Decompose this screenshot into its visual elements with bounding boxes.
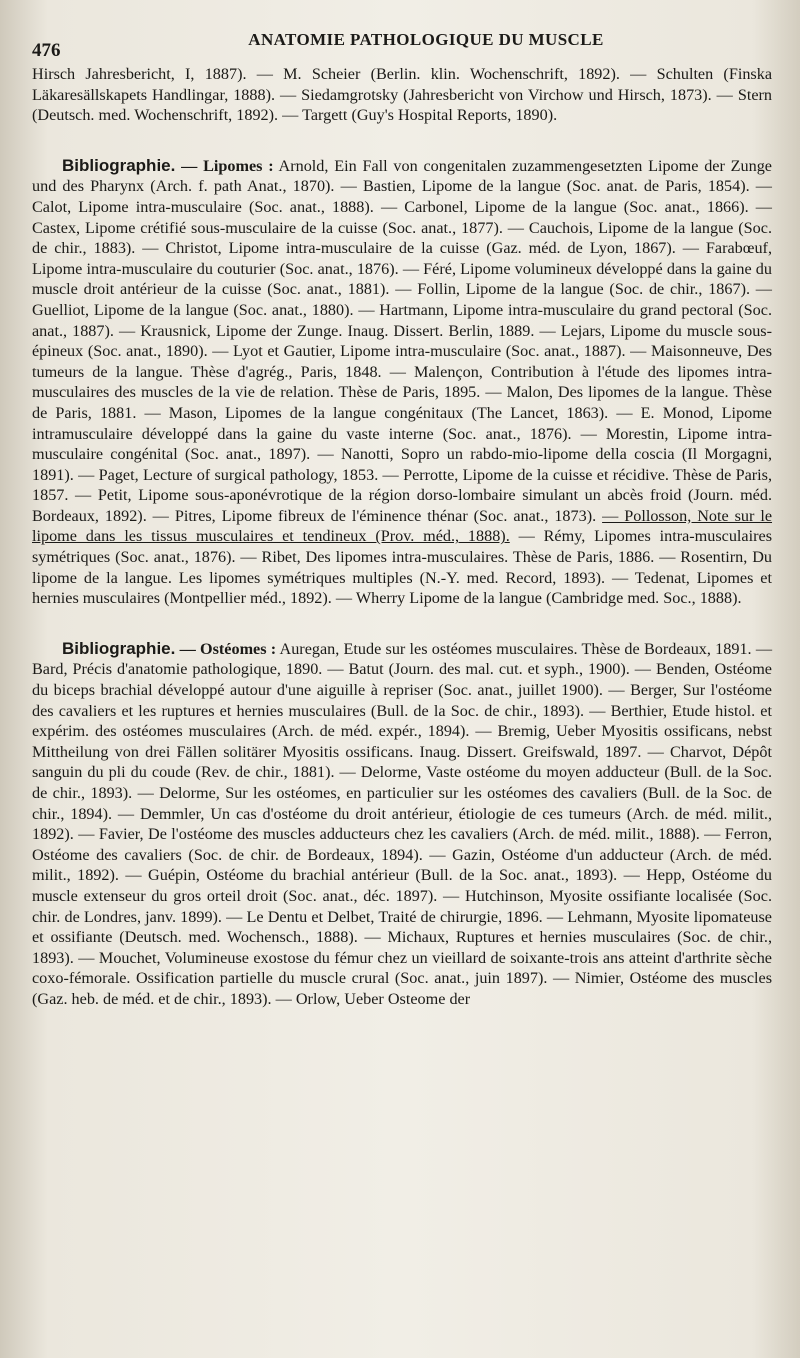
intro-paragraph: Hirsch Jahresbericht, I, 1887). — M. Scheier (Berlin. klin. Wochenschrift, 1892). — Schulten (Finska Läkaresällskapets Handlingar, 1888). — Siedamgrotsky (Jahresbericht von Virchow und Hirsch, 1873). — Stern (Deutsch. med. Wochenschrift, 1892). — Targett (Guy's Hospital Reports, 1890). [32,65,772,125]
page-number: 476 [32,40,61,61]
lipomes-bibliography [32,156,772,609]
lipomes-heading: Bibliographie. [62,155,176,175]
lipomes-references-end: — Rémy, Lipomes intra-musculaires symétriques (Soc. anat., 1876). — Ribet, Des lipomes intra-musculaires. Thèse de Paris, 1886. — Rosentirn, Du lipome de la langue. Les lipomes symétriques multiples (N.-Y. med. Record, 1893). — Tedenat, Lipomes et hernies musculaires (Montpellier méd., 1892). — Wherry Lipome de la langue (Cambridge med. Soc., 1888). [32,527,772,608]
pollosson-reference: — Pollosson, Note sur le lipome dans les tissus musculaires et tendineux (Prov. méd., 1888). [32,506,773,546]
osteomes-subject: — Ostéomes : [179,639,277,658]
page-body [32,64,772,1010]
lipomes-references: Arnold, Ein Fall von congenitalen zuzammengesetzten Lipome der Zunge und des Pharynx (Arch. f. path Anat., 1870). — Bastien, Lipome de la langue (Soc. anat. de Paris, 1854). — Calot, Lipome intra-musculaire (Soc. anat., 1888). — Carbonel, Lipome de la langue (Soc. anat., 1866). — Castex, Lipome crétifié sous-musculaire de la cuisse (Soc. anat., 1877). — Cauchois, Lipome de la langue (Soc. de chir., 1883). — Christot, Lipome intra-musculaire de la cuisse (Gaz. méd. de Lyon, 1867). — Farabœuf, Lipome intra-musculaire du couturier (Soc. anat., 1876). — Féré, Lipome volumineux développé dans la gaine du muscle droit antérieur de la cuisse (Soc. anat., 1881). — Follin, Lipome de la langue (Soc. de chir., 1867). — Guelliot, Lipome de la langue (Soc. anat., 1880). — Hartmann, Lipome intra-musculaire du grand pectoral (Soc. anat., 1887). — Krausnick, Lipome der Zunge. Inaug. Dissert. Berlin, 1889. — Lejars, Lipome du muscle sous-épineux (Soc. anat., 1890). — Lyot et Gautier, Lipome intra-musculaire (Soc. anat., 1887). — Maisonneuve, Des tumeurs de la langue. Thèse d'agrég., Paris, 1848. — Malençon, Contribution à l'étude des lipomes intra-musculaires des muscles de la vie de relation. Thèse de Paris, 1895. — Malon, Des lipomes de la langue. Thèse de Paris, 1881. — Mason, Lipomes de la langue congénitaux (The Lancet, 1863). — E. Monod, Lipome intramusculaire développé dans la gaine du vaste interne (Soc. anat., 1876). — Morestin, Lipome intra-musculaire congénital (Soc. anat., 1897). — Nanotti, Sopro un rabdo-mio-lipome della coscia (Il Morgagni, 1891). — Paget, Lecture of surgical pathology, 1853. — Perrotte, Lipome de la cuisse et récidive. Thèse de Paris, 1857. — Petit, Lipome sous-aponévrotique de la région dorso-lombaire simulant un abcès froid (Journ. méd. Bordeaux, 1892). — Pitres, Lipome fibreux de l'éminence thénar (Soc. anat., 1873). [32,156,772,525]
osteomes-references: Auregan, Etude sur les ostéomes musculaires. Thèse de Bordeaux, 1891. — Bard, Précis d'anatomie pathologique, 1890. — Batut (Journ. des mal. cut. et syph., 1900). — Benden, Ostéome du biceps brachial développé autour d'une aiguille à repriser (Soc. anat., juillet 1900). — Berger, Sur l'ostéome des cavaliers et les ruptures et hernies musculaires (Bull. de la Soc. de chir., 1893). — Berthier, Etude histol. et expérim. des ostéomes musculaires (Arch. de méd. expér., 1894). — Bremig, Ueber Myositis ossificans, nebst Mittheilung von drei Fällen solitärer Myositis ossificans. Inaug. Dissert. Greifswald, 1897. — Charvot, Dépôt sanguin du pli du coude (Rev. de chir., 1881). — Delorme, Vaste ostéome du moyen adducteur (Bull. de la Soc. de chir., 1893). — Delorme, Sur les ostéomes, en particulier sur les ostéomes des cavaliers (Bull. de la Soc. de chir., 1894). — Demmler, Un cas d'ostéome du droit antérieur, étiologie de ces tumeurs (Arch. de méd. milit., 1892). — Favier, De l'ostéome des muscles adducteurs chez les cavaliers (Arch. de méd. milit., 1888). — Ferron, Ostéome des cavaliers (Soc. de chir. de Bordeaux, 1894). — Gazin, Ostéome d'un adducteur (Arch. de méd. milit., 1892). — Guépin, Ostéome du brachial antérieur (Bull. de la Soc. anat., 1893). — Hepp, Ostéome du muscle extenseur du gros orteil droit (Soc. anat., déc. 1897). — Hutchinson, Myosite ossifiante localisée (Soc. chir. de Londres, janv. 1899). — Le Dentu et Delbet, Traité de chirurgie, 1896. — Lehmann, Myosite lipomateuse et ossifiante (Deutsch. med. Wochensch., 1888). — Michaux, Ruptures et hernies musculaires (Soc. de chir., 1893). — Mouchet, Volumineuse exostose du fémur chez un vieillard de soixante-trois ans atteint d'arthrite sèche coxo-fémorale. Ossification partielle du muscle crural (Soc. anat., juin 1897). — Nimier, Ostéome des muscles (Gaz. heb. de méd. et de chir., 1893). — Orlow, Ueber Osteome der [32,639,773,1008]
running-head: ANATOMIE PATHOLOGIQUE DU MUSCLE [248,30,604,49]
osteomes-heading: Bibliographie. [62,638,176,658]
osteomes-bibliography [32,639,772,1010]
page-header [32,30,760,61]
lipomes-subject: — Lipomes : [181,156,274,175]
